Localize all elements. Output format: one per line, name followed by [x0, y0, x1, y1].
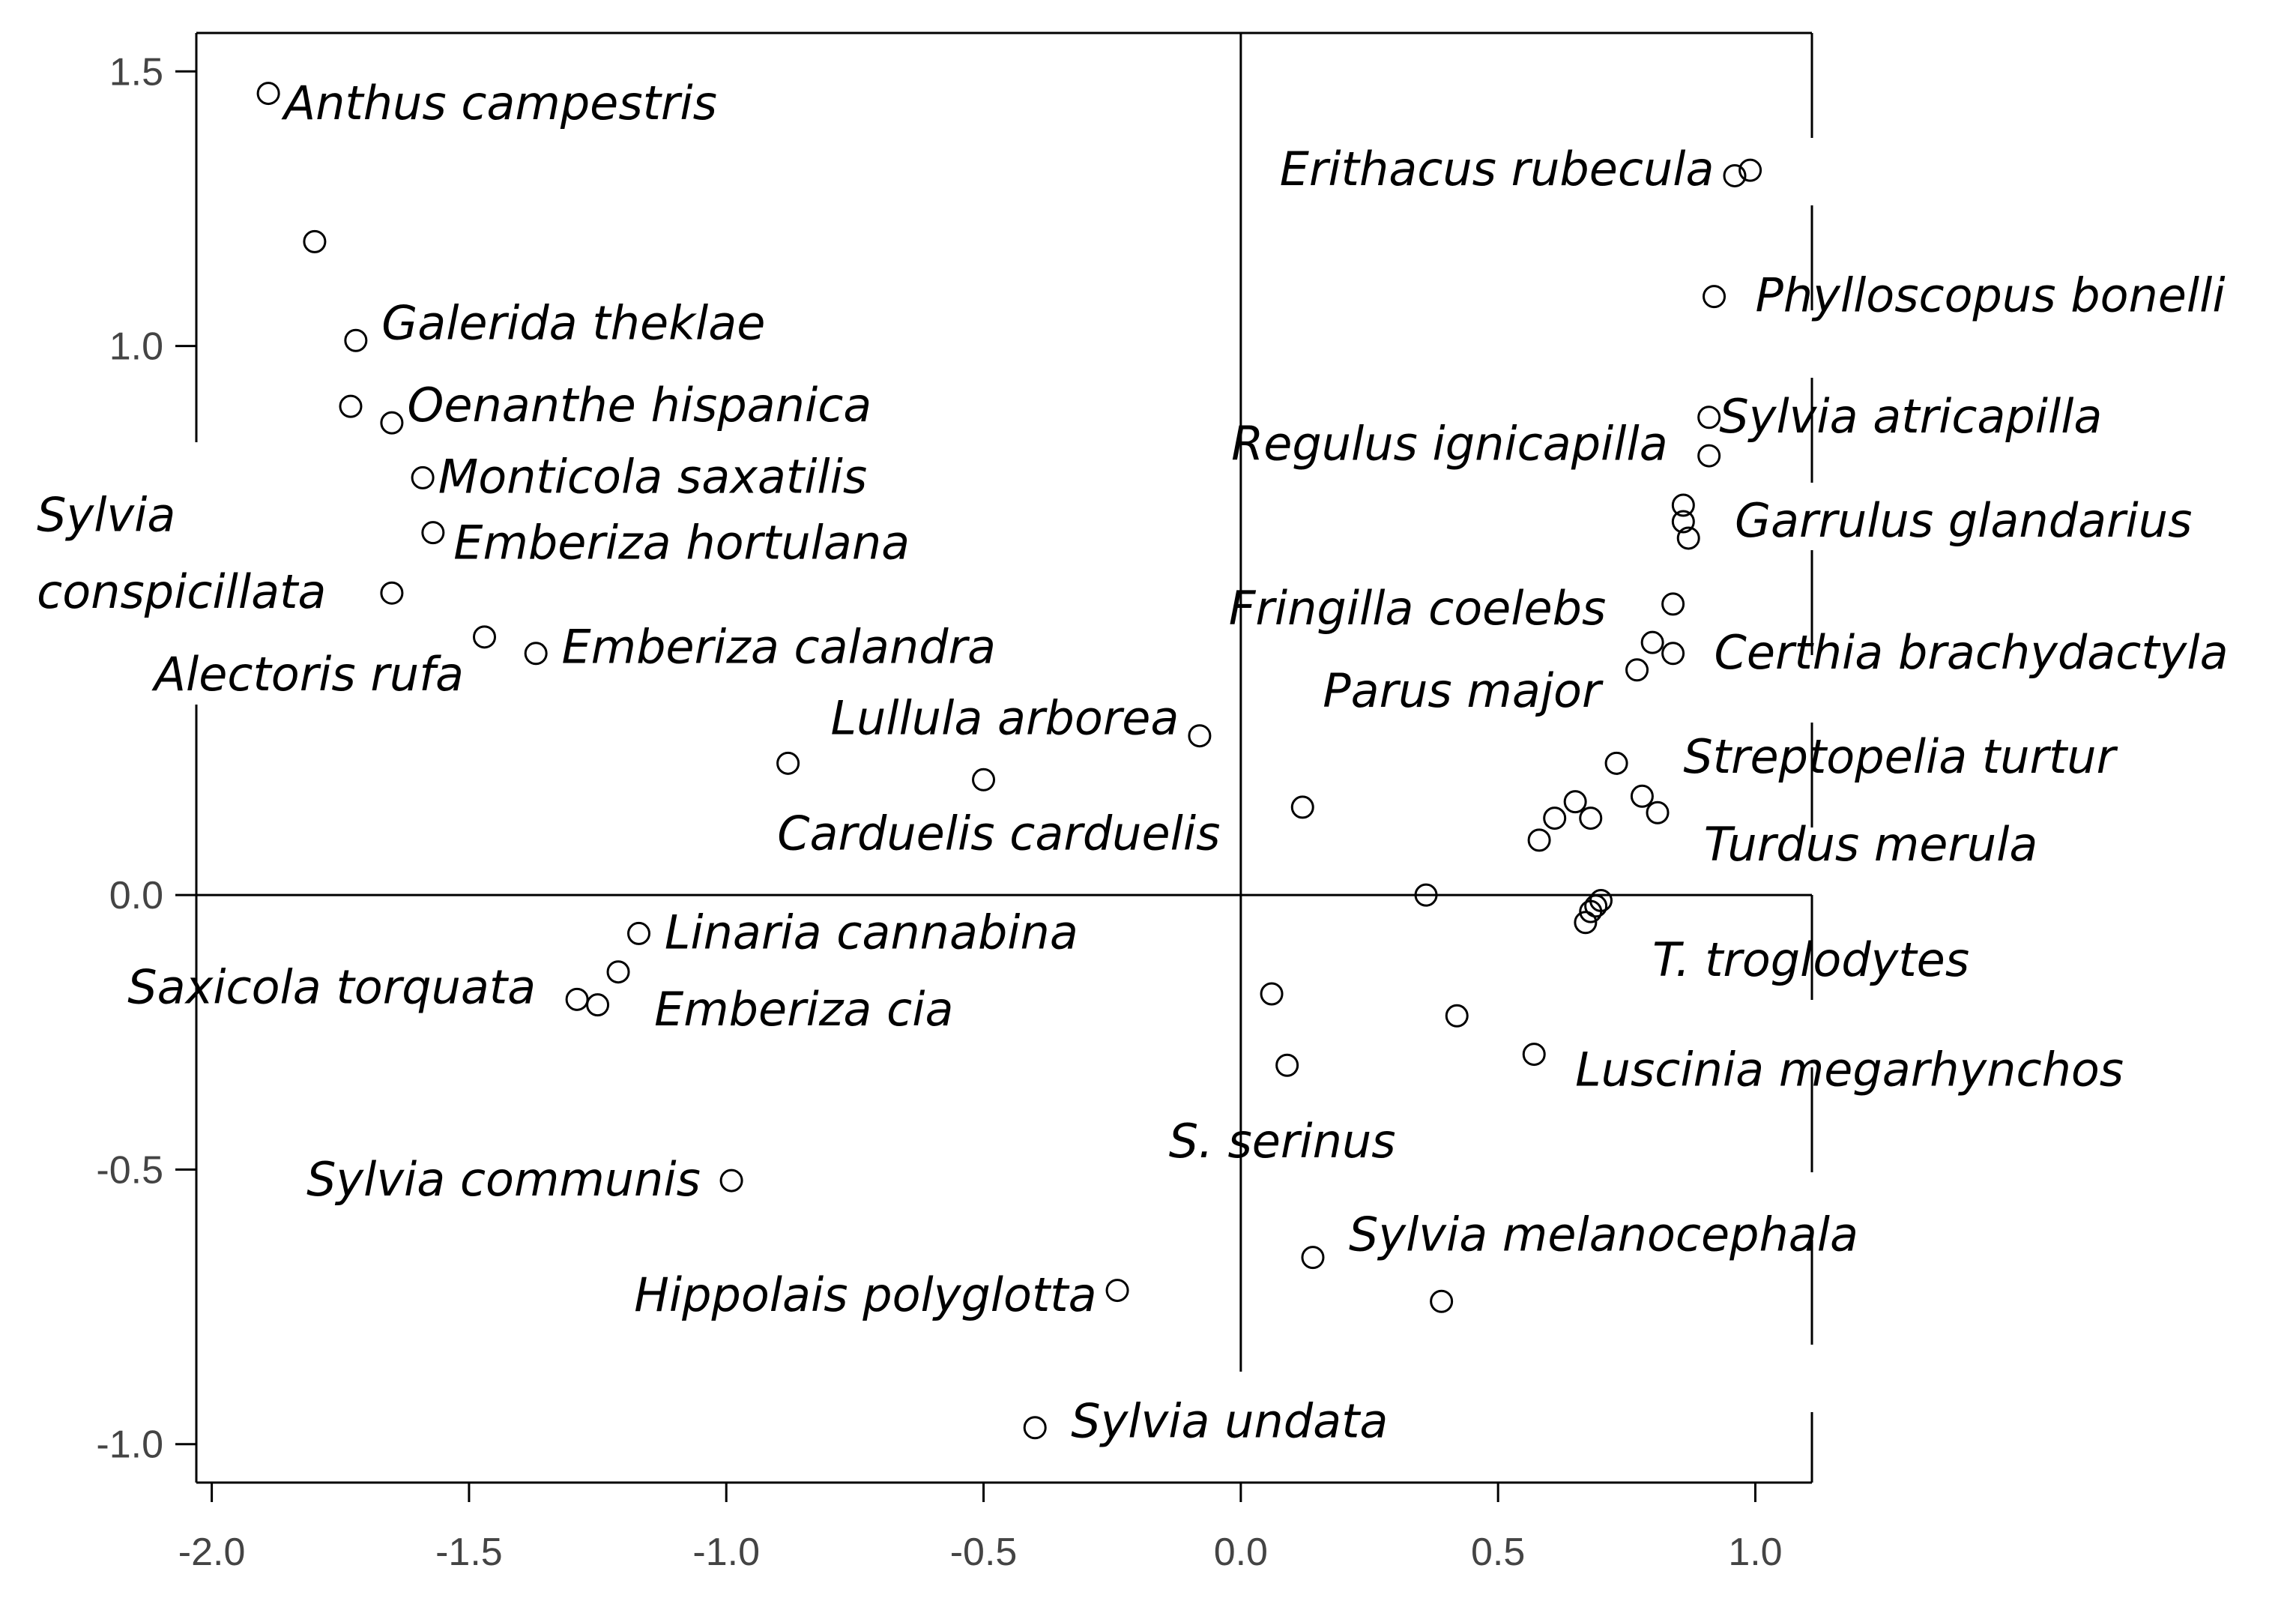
- species-label: Sylvia atricapilla: [1719, 388, 2103, 444]
- data-point: [1523, 1044, 1544, 1065]
- data-point: [1529, 830, 1550, 851]
- species-label: Emberiza cia: [654, 981, 954, 1037]
- y-tick-label: -0.5: [96, 1148, 163, 1193]
- data-point: [412, 467, 433, 488]
- species-label: Saxicola torquata: [127, 959, 537, 1015]
- data-point: [1277, 1055, 1298, 1076]
- data-point: [1663, 643, 1684, 664]
- data-point: [1261, 983, 1282, 1004]
- species-label: Fringilla coelebs: [1228, 581, 1607, 636]
- plot-frame: [196, 33, 1812, 1483]
- species-label: Emberiza calandra: [561, 619, 996, 675]
- data-point: [1647, 802, 1668, 823]
- species-label: Galerida theklae: [381, 295, 766, 351]
- x-tick-label: 0.5: [1471, 1531, 1526, 1574]
- data-point: [1107, 1280, 1128, 1301]
- species-label: Parus major: [1323, 663, 1601, 719]
- x-tick-label: -1.0: [692, 1531, 761, 1574]
- data-point: [721, 1170, 742, 1191]
- species-label: Garrulus glandarius: [1735, 492, 2193, 548]
- data-point: [567, 989, 587, 1010]
- x-tick-label: -2.0: [178, 1531, 246, 1574]
- data-point: [1704, 286, 1725, 307]
- species-label: Sylvia: [37, 487, 176, 543]
- data-point: [973, 769, 994, 790]
- species-label: Sylvia undata: [1071, 1393, 1389, 1449]
- data-point: [525, 643, 546, 664]
- data-point: [1189, 726, 1210, 747]
- data-point: [1673, 495, 1694, 516]
- data-point: [1699, 407, 1720, 428]
- species-label: Alectoris rufa: [154, 647, 465, 702]
- data-point: [1699, 445, 1720, 466]
- x-tick-label: -0.5: [949, 1531, 1018, 1574]
- species-label: Lullula arborea: [830, 690, 1179, 746]
- data-point: [381, 582, 402, 603]
- species-label: Monticola saxatilis: [438, 449, 868, 504]
- data-point: [1642, 632, 1663, 653]
- data-point: [1544, 808, 1565, 829]
- data-point: [340, 396, 361, 417]
- species-label: Emberiza hortulana: [453, 515, 910, 570]
- data-point: [345, 330, 366, 351]
- y-axis: [96, 50, 196, 1466]
- data-point: [304, 231, 325, 252]
- species-label: Oenanthe hispanica: [407, 378, 872, 433]
- data-point: [628, 923, 649, 944]
- data-point: [1663, 594, 1684, 615]
- y-tick-label: -1.0: [96, 1423, 163, 1467]
- species-label: Sylvia melanocephala: [1349, 1207, 1859, 1262]
- species-label: Hippolais polyglotta: [634, 1267, 1097, 1322]
- species-label: Streptopelia turtur: [1683, 729, 2116, 784]
- data-point: [1024, 1417, 1045, 1438]
- data-point: [423, 522, 444, 543]
- species-label: S. serinus: [1168, 1113, 1396, 1169]
- data-point: [1431, 1291, 1452, 1312]
- species-label: Erithacus rubecula: [1279, 142, 1715, 197]
- data-point: [381, 412, 402, 433]
- species-labels: [37, 76, 2228, 1448]
- data-point: [1606, 753, 1627, 774]
- species-label: Regulus ignicapilla: [1231, 416, 1668, 471]
- x-tick-label: 0.0: [1213, 1531, 1268, 1574]
- species-label: Carduelis carduelis: [777, 806, 1221, 861]
- data-point: [258, 83, 279, 104]
- species-label: Phylloscopus bonelli: [1755, 268, 2226, 323]
- data-point: [608, 962, 629, 983]
- species-label: conspicillata: [37, 564, 327, 620]
- data-point: [474, 627, 495, 648]
- x-tick-label: 1.0: [1728, 1531, 1783, 1574]
- data-point: [1586, 896, 1607, 917]
- data-point: [587, 995, 608, 1016]
- y-tick-label: 0.0: [109, 874, 163, 918]
- species-label: Sylvia communis: [306, 1152, 701, 1208]
- data-point: [1565, 792, 1586, 812]
- data-point: [1302, 1247, 1323, 1268]
- species-label: Linaria cannabina: [664, 905, 1078, 960]
- species-label: Turdus merula: [1703, 817, 2038, 872]
- x-tick-label: -1.5: [435, 1531, 503, 1574]
- x-axis: [178, 1483, 1783, 1574]
- y-tick-label: 1.0: [109, 325, 163, 369]
- y-tick-label: 1.5: [109, 50, 163, 94]
- species-label: Anthus campestris: [283, 76, 717, 131]
- data-point: [1631, 786, 1652, 806]
- data-point: [1627, 660, 1648, 681]
- data-point: [1446, 1005, 1467, 1026]
- data-point: [1292, 797, 1313, 818]
- species-label: T. troglodytes: [1652, 932, 1970, 988]
- data-point: [1580, 808, 1601, 829]
- species-label: Luscinia megarhynchos: [1575, 1042, 2124, 1097]
- data-point: [778, 753, 799, 774]
- species-label: Certhia brachydactyla: [1714, 624, 2229, 680]
